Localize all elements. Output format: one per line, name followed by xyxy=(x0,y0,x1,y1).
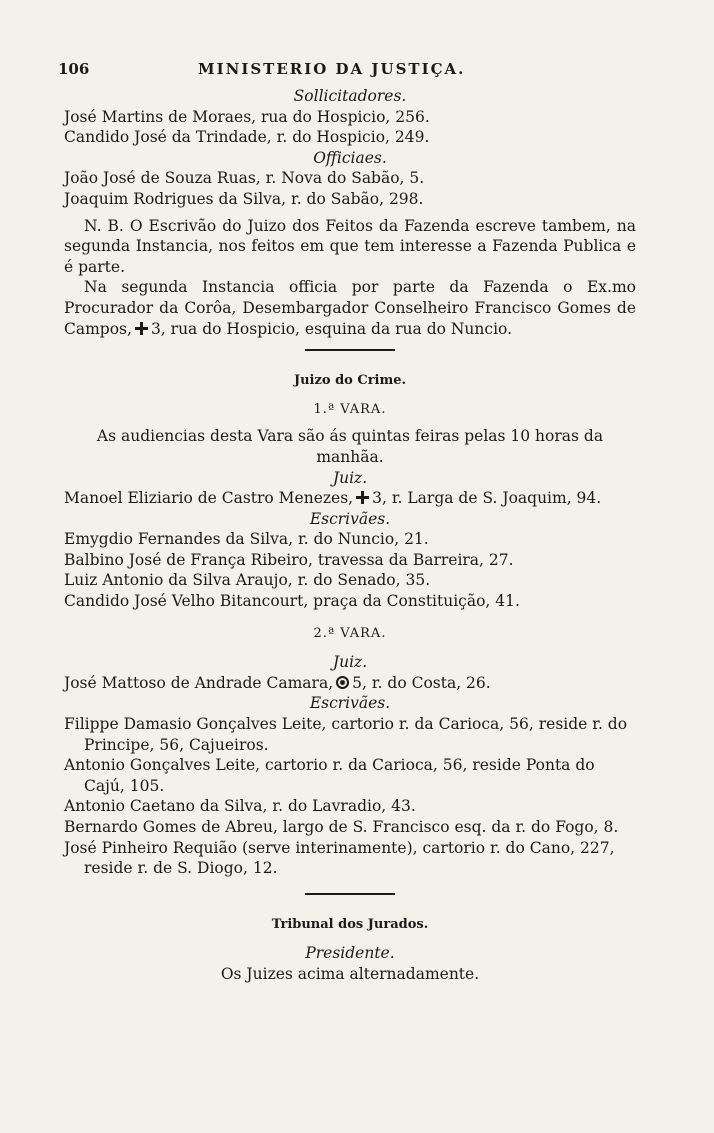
page-number: 106 xyxy=(58,60,90,78)
page-body xyxy=(64,86,636,985)
section-divider xyxy=(305,893,395,895)
list-item: Bernardo Gomes de Abreu, largo de S. Francisco esq. da r. do Fogo, 8. xyxy=(64,818,619,836)
nota-text-end: 3, rua do Hospicio, esquina da rua do Nuncio. xyxy=(150,319,513,338)
order-medal-icon xyxy=(336,676,349,689)
officiaes-heading: Officiaes. xyxy=(313,148,387,167)
presidente-heading: Presidente. xyxy=(305,944,395,963)
list-item: José Pinheiro Requião (serve interinamente), cartorio r. do Cano, 227, reside r. de S. Diogo, 12. xyxy=(64,838,615,878)
presidente-text: Os Juizes acima alternadamente. xyxy=(220,964,480,983)
order-cross-icon xyxy=(356,491,369,504)
crime-section-title: Juizo do Crime. xyxy=(293,373,407,389)
page-header xyxy=(58,60,658,82)
running-title: MINISTERIO DA JUSTIÇA. xyxy=(198,60,466,78)
order-cross-icon xyxy=(135,322,148,335)
vara-1-audiencias: As audiencias desta Vara são ás quintas feiras pelas 10 horas da manhãa. xyxy=(96,427,604,466)
list-item: Emygdio Fernandes da Silva, r. do Nuncio, 21. xyxy=(64,530,429,549)
vara-2-juiz xyxy=(64,673,636,694)
list-item: João José de Souza Ruas, r. Nova do Sabão, 5. xyxy=(64,169,425,188)
nota-paragraph-2 xyxy=(64,277,636,339)
juiz-name: José Mattoso de Andrade Camara, xyxy=(64,673,334,692)
jurados-section-title: Tribunal dos Jurados. xyxy=(271,916,429,932)
nota-text: Na segunda Instancia officia por parte da Fazenda o Ex.mo Procurador da Corôa, Desembargador Conselheiro Francisco Gomes de Campos, xyxy=(64,278,636,338)
nota-paragraph: N. B. O Escrivão do Juizo dos Feitos da Fazenda escreve tambem, na segunda Instancia, nos feitos em que tem interesse a Fazenda Publica e é parte. xyxy=(64,216,636,276)
solicitadores-heading: Sollicitadores. xyxy=(293,87,407,105)
list-item: Joaquim Rodrigues da Silva, r. do Sabão, 298. xyxy=(64,189,424,208)
list-item: Antonio Caetano da Silva, r. do Lavradio, 43. xyxy=(64,797,416,816)
escrivaes-heading: Escrivães. xyxy=(309,694,391,713)
list-item: José Martins de Moraes, rua do Hospicio, 256. xyxy=(64,107,430,126)
list-item: Candido José da Trindade, r. do Hospicio, 249. xyxy=(64,128,430,147)
vara-1-juiz xyxy=(64,488,636,509)
list-item: Filippe Damasio Gonçalves Leite, cartorio r. da Carioca, 56, reside r. do Principe, 56, Cajueiros. xyxy=(64,715,628,754)
list-item: Luiz Antonio da Silva Araujo, r. do Senado, 35. xyxy=(64,571,431,590)
list-item: Balbino José de França Ribeiro, travessa da Barreira, 27. xyxy=(64,550,514,569)
section-divider xyxy=(305,349,395,351)
vara-1-label: 1.ª VARA. xyxy=(313,401,387,417)
list-item: Candido José Velho Bitancourt, praça da Constituição, 41. xyxy=(64,592,520,611)
escrivaes-heading: Escrivães. xyxy=(309,509,391,528)
vara-2-label: 2.ª VARA. xyxy=(313,625,387,641)
juiz-heading: Juiz. xyxy=(332,468,368,487)
juiz-name: Manoel Eliziario de Castro Menezes, xyxy=(64,489,354,508)
list-item: Antonio Gonçalves Leite, cartorio r. da Carioca, 56, reside Ponta do Cajú, 105. xyxy=(64,756,595,795)
juiz-address: 5, r. do Costa, 26. xyxy=(352,673,491,692)
juiz-address: 3, r. Larga de S. Joaquim, 94. xyxy=(372,489,602,508)
juiz-heading: Juiz. xyxy=(332,653,368,672)
